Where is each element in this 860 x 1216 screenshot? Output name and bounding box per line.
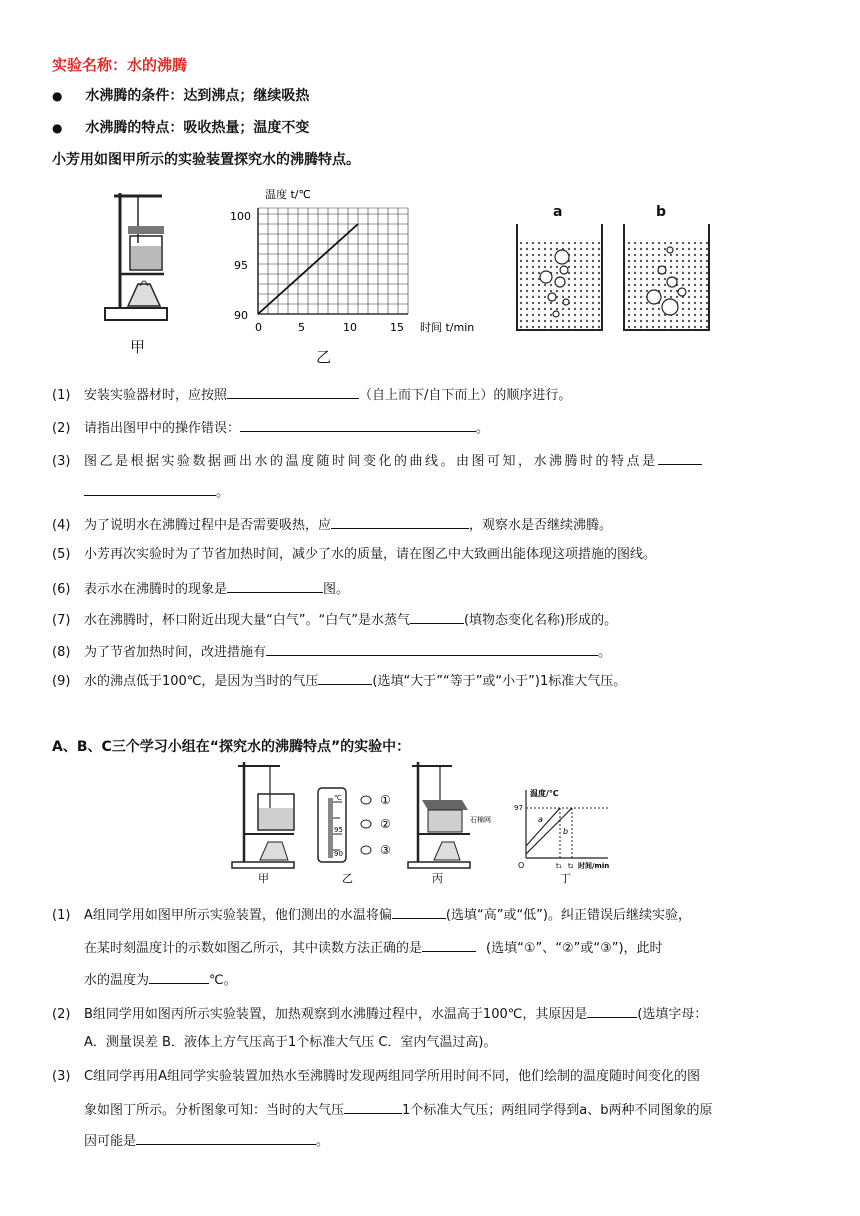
graph-grid [258,208,408,314]
x-tick-label: 10 [343,321,357,334]
figure-2-set [230,758,630,886]
caption-bing: 丙 [432,872,443,885]
intro-text-2: A、B、C三个学习小组在“探究水的沸腾特点”的实验中： [52,739,411,755]
answer-blank[interactable] [227,384,359,399]
question-4: (4) 为了说明水在沸腾过程中是否需要吸热，应 ，观察水是否继续沸腾。 [52,514,612,535]
answer-blank[interactable] [344,1099,402,1114]
x-tick-label: 15 [390,321,404,334]
question-5: (5) 小芳再次实验时为了节省加热时间，减少了水的质量，请在图乙中大致画出能体现这项措施的图线。 [52,547,657,562]
answer-blank[interactable] [587,1003,637,1018]
temperature-time-graph [222,186,492,336]
temperature-graph-ding [514,788,609,870]
thermometer-yi [318,788,391,862]
question-7: (7) 水在沸腾时，杯口附近出现大量“白气”。“白气”是水蒸气 (填物态变化名称)形成的。 [52,609,617,630]
graph-ylabel: 温度/℃ [530,789,559,798]
bullet-dot-icon: ● [52,121,63,135]
thermo-tick: 95 [334,826,343,834]
answer-blank[interactable] [227,578,323,593]
answer-blank[interactable] [658,450,702,465]
answer-blank[interactable] [136,1130,316,1145]
answer-blank[interactable] [266,641,598,656]
x-tick-label: 0 [255,321,262,334]
asbestos-net-label: 石棉网 [470,816,491,824]
answer-blank[interactable] [422,937,476,952]
question-2-3-line3: 因可能是 。 [84,1130,329,1151]
eye-icon [361,796,371,804]
question-2: (2) 请指出图甲中的操作错误： 。 [52,417,489,438]
circled-label: ② [380,817,391,831]
curve-a-label: a [538,815,543,824]
question-2-1-line3: 水的温度为 ℃。 [84,969,237,990]
curve-b-label: b [563,827,569,836]
answer-blank[interactable] [84,481,216,496]
caption-jia: 甲 [130,338,146,356]
apparatus-figure-jia [100,188,180,328]
graph-ylabel: 温度 t/℃ [265,188,311,201]
answer-blank[interactable] [149,969,209,984]
apparatus-jia-2 [232,762,294,868]
question-2-3-line2: 象如图丁所示。分析图象可知：当时的大气压 1个标准大气压；两组同学得到a、b两种不同图象的原 [84,1099,713,1120]
thermo-unit: ℃ [334,794,342,802]
beaker-b-label: b [656,204,667,220]
circled-label: ③ [380,843,391,857]
answer-blank[interactable] [331,514,469,529]
answer-blank[interactable] [392,904,446,919]
answer-blank[interactable] [318,670,372,685]
eye-icon [361,846,371,854]
question-8: (8) 为了节省加热时间，改进措施有 。 [52,641,611,662]
eye-icon [361,820,371,828]
x-tick-label: 5 [298,321,305,334]
caption-jia-2: 甲 [258,872,269,885]
y-tick-label: 100 [230,210,251,223]
intro-text: 小芳用如图甲所示的实验装置探究水的沸腾特点。 [52,152,360,168]
caption-ding: 丁 [560,872,571,885]
question-3: (3) 图乙是根据实验数据画出水的温度随时间变化的曲线。由图可知，水沸腾时的特点是 [52,450,812,471]
thermo-tick: 90 [334,850,343,858]
bullet-item: ● 水沸腾的特点：吸收热量；温度不变 [52,120,310,136]
page-title: 实验名称：水的沸腾 [52,56,188,74]
caption-yi-2: 乙 [342,872,353,885]
t1-label: t₁ [556,862,562,870]
y-tick-label: 95 [234,259,248,272]
boiling-beakers-figure [512,222,712,334]
question-3-cont: 。 [84,481,229,502]
bullet-item: ● 水沸腾的条件：达到沸点；继续吸热 [52,88,310,104]
question-2-3: (3) C组同学再用A组同学实验装置加热水至沸腾时发现两组同学所用时间不同，他们绘制的温度随时间变化的图 [52,1069,700,1084]
apparatus-bing [408,762,491,868]
y-tick-label: 90 [234,309,248,322]
question-1: (1) 安装实验器材时，应按照 （自上而下/自下而上）的顺序进行。 [52,384,571,405]
question-6: (6) 表示水在沸腾时的现象是 图。 [52,578,349,599]
answer-blank[interactable] [410,609,464,624]
question-2-2-line2: A．测量误差 B．液体上方气压高于1个标准大气压 C．室内气温过高)。 [84,1035,497,1050]
y-tick-97: 97 [514,804,523,812]
t2-label: t₂ [568,862,574,870]
question-9: (9) 水的沸点低于100℃，是因为当时的气压 (选填“大于”“等于”或“小于”)1标准大气压。 [52,670,626,691]
question-2-1-line2: 在某时刻温度计的示数如图乙所示，其中读数方法正确的是 (选填“①”、“②”或“③”)，此时 [84,937,663,958]
question-2-1: (1) A组同学用如图甲所示实验装置，他们测出的水温将偏 (选填“高”或“低”)。纠正错误后继续实验， [52,904,691,925]
graph-xlabel: 时间 t/min [420,321,475,334]
circled-label: ① [380,793,391,807]
beaker-a-label: a [553,204,563,220]
caption-yi: 乙 [316,348,332,366]
bullet-dot-icon: ● [52,89,63,103]
origin-label: O [518,861,525,870]
question-2-2: (2) B组同学用如图丙所示实验装置，加热观察到水沸腾过程中，水温高于100℃，其原因是 (选填字母： [52,1003,707,1024]
answer-blank[interactable] [240,417,476,432]
graph-xlabel: 时间/min [578,862,610,870]
